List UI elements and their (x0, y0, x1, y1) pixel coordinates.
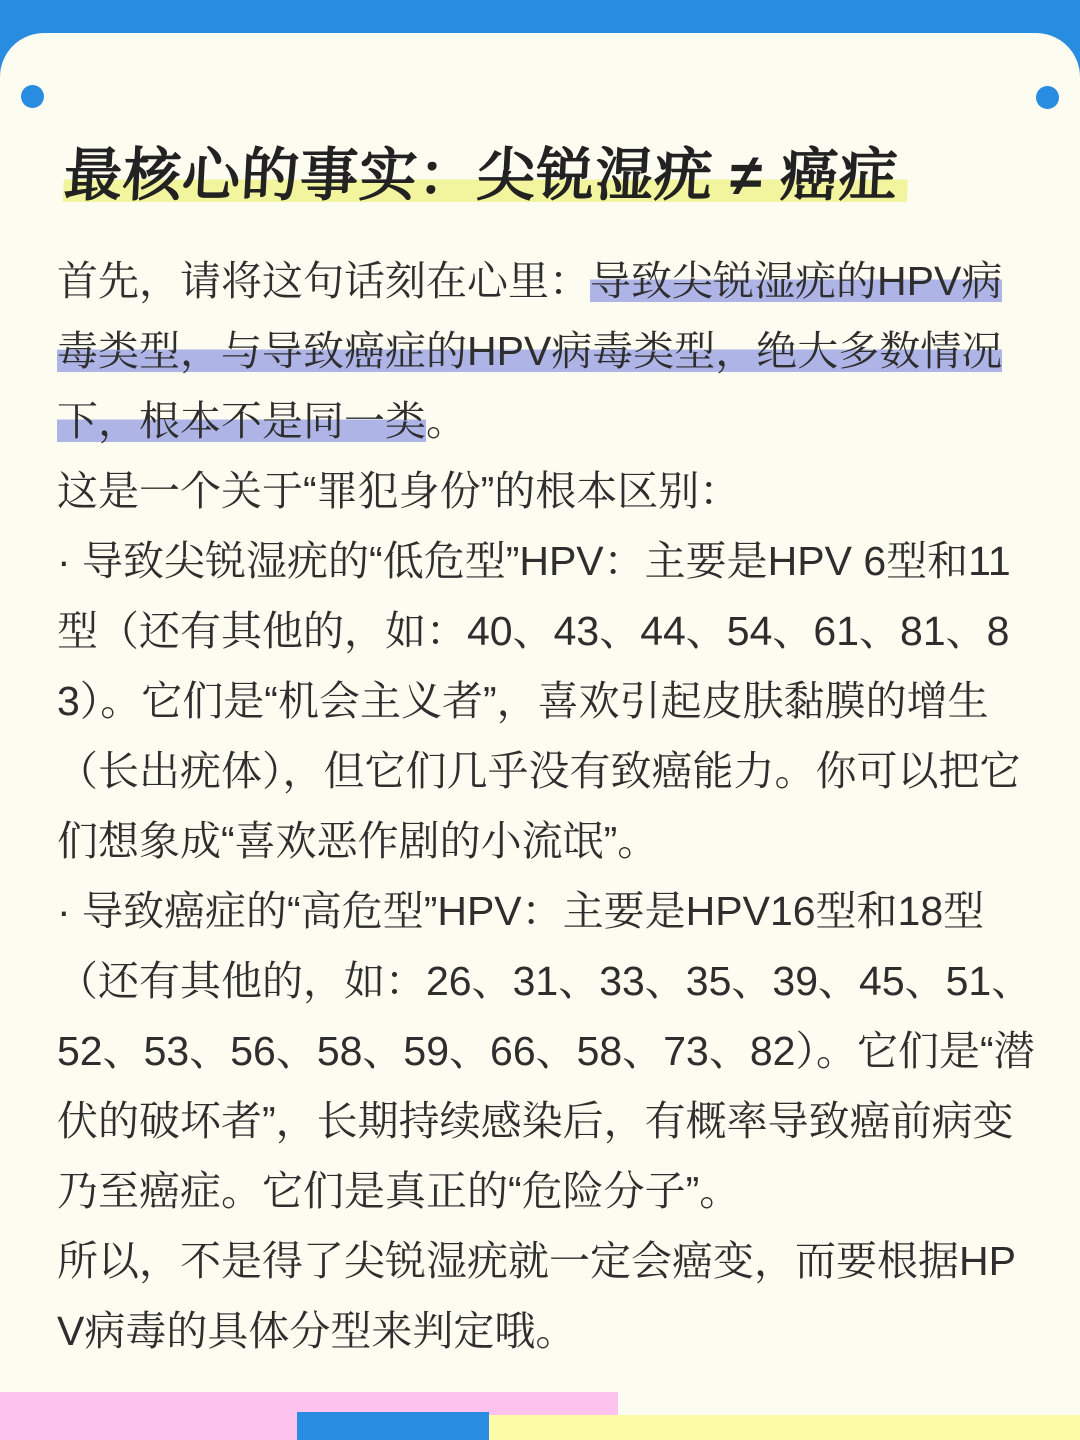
footer-decoration-blue-block (297, 1412, 489, 1440)
article-body (57, 246, 1037, 1366)
paragraph-high-risk-hpv: · 导致癌症的“高危型”HPV：主要是HPV16型和18型（还有其他的，如：26、31、33、35、39、45、51、52、53、56、58、59、66、58、73、82）。它们是“潜伏的破坏者”，长期持续感染后，有概率导致癌前病变乃至癌症。它们是真正的“危险分子”。 (57, 888, 1035, 1214)
page-title-highlight: 最核心的事实：尖锐湿疣 ≠ 癌症 (62, 143, 909, 208)
page-title (62, 136, 1046, 216)
intro-highlighted-statement: 导致尖锐湿疣的HPV病毒类型，与导致癌症的HPV病毒类型，绝大多数情况下，根本不是同一类 (57, 258, 1003, 444)
binder-dot-right-icon (1036, 86, 1059, 109)
paragraph-low-risk-hpv: · 导致尖锐湿疣的“低危型”HPV：主要是HPV 6型和11型（还有其他的，如：40、43、44、54、61、81、83）。它们是“机会主义者”，喜欢引起皮肤黏膜的增生（长出疣体），但它们几乎没有致癌能力。你可以把它们想象成“喜欢恶作剧的小流氓”。 (57, 538, 1021, 864)
note-card (0, 33, 1080, 1440)
footer-decoration-yellow-block (489, 1415, 1080, 1440)
paragraph-distinction-lead: 这是一个关于“罪犯身份”的根本区别： (57, 468, 741, 514)
binder-dot-left-icon (21, 85, 44, 108)
intro-plain-start: 首先，请将这句话刻在心里： (57, 258, 590, 304)
paragraph-conclusion: 所以，不是得了尖锐湿疣就一定会癌变，而要根据HPV病毒的具体分型来判定哦。 (57, 1238, 1016, 1354)
intro-paragraph (57, 246, 1037, 456)
intro-plain-end: 。 (426, 398, 467, 444)
